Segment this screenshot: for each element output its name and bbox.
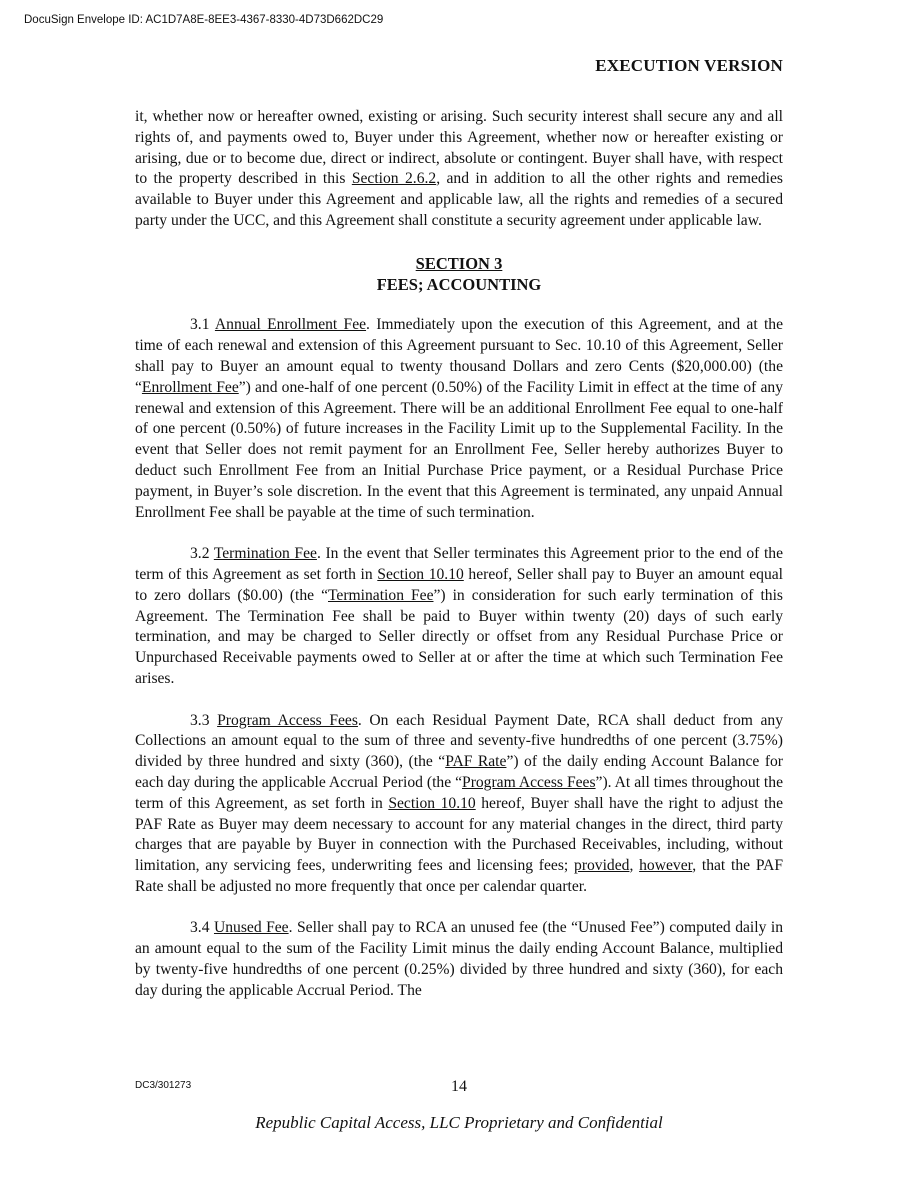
heading-program-access-fees: Program Access Fees xyxy=(217,711,358,729)
section-number: SECTION 3 xyxy=(415,253,503,273)
paragraph-3-4: 3.4 Unused Fee. Seller shall pay to RCA an unused fee (the “Unused Fee”) computed daily in an amount equal to the sum of the Facility Limit minus the daily ending Account Balance, multiplied by twenty-five hundredths of one percent (0.25%) divided by three hundred and sixty (360), for each day during the applicable Accrual Period. The xyxy=(135,919,783,999)
proviso-however: however xyxy=(639,857,693,875)
section-title: FEES; ACCOUNTING xyxy=(376,274,542,294)
heading-annual-enrollment-fee: Annual Enrollment Fee xyxy=(214,316,367,334)
defined-term-program-access-fees: Program Access Fees xyxy=(462,773,596,791)
document-code: DC3/301273 xyxy=(135,1080,192,1091)
section-heading xyxy=(135,253,783,295)
proviso-provided: provided xyxy=(574,857,630,875)
section-reference: Section 10.10 xyxy=(388,794,476,812)
paragraph-3-3: 3.3 Program Access Fees. On each Residual Payment Date, RCA shall deduct from any Collections an amount equal to the sum of three and seventy-five hundredths of one percent (3.75%) divided by three hundred and sixty (360), (the “PAF Rate”) of the daily ending Account Balance for each day during the applicable Accrual Period (the “Program Access Fees”). At all times throughout the term of this Agreement, as set forth in Section 10.10 hereof, Buyer shall have the right to adjust the PAF Rate as Buyer may deem necessary to account for any material changes in the direct, third party charges that are payable by Buyer in connection with the Purchased Receivables, including, without limitation, any servicing fees, underwriting fees and licensing fees; provided, however, that the PAF Rate shall be adjusted no more frequently that once per calendar quarter. xyxy=(135,711,784,895)
page-number: 14 xyxy=(451,1078,467,1095)
heading-termination-fee: Termination Fee xyxy=(213,545,317,563)
document-body xyxy=(135,107,783,1002)
confidentiality-notice: Republic Capital Access, LLC Proprietary and Confidential xyxy=(255,1113,663,1132)
defined-term-paf-rate: PAF Rate xyxy=(445,753,507,771)
execution-version-label: EXECUTION VERSION xyxy=(595,56,783,75)
paragraph-3-2: 3.2 Termination Fee. In the event that Seller terminates this Agreement prior to the end of the term of this Agreement as set forth in Section 10.10 hereof, Seller shall pay to Buyer an amount equal to zero dollars ($0.00) (the “Termination Fee”) in consideration for such early termination of this Agreement. The Termination Fee shall be paid to Buyer within twenty (20) days of such early termination, and may be charged to Seller directly or offset from any Residual Purchase Price or Unpurchased Receivable payments owed to Seller at or after the time at which such Termination Fee arises. xyxy=(135,545,784,687)
section-reference: Section 10.10 xyxy=(377,565,464,583)
section-reference: Section 2.6.2 xyxy=(351,170,437,188)
continuation-paragraph: it, whether now or hereafter owned, existing or arising. Such security interest shall secure any and all rights of, and payments owed to, Buyer under this Agreement, whether now or hereafter existing or arising, due or to become due, direct or indirect, absolute or contingent. Buyer shall have, with respect to the property described in this Section 2.6.2, and in addition to all the other rights and remedies available to Buyer under this Agreement and applicable law, all the rights and remedies of a secured party under the UCC, and this Agreement shall constitute a security agreement under applicable law. xyxy=(135,108,783,229)
heading-unused-fee: Unused Fee xyxy=(213,919,289,937)
paragraph-3-1: 3.1 Annual Enrollment Fee. Immediately upon the execution of this Agreement, and at the time of each renewal and extension of this Agreement pursuant to Sec. 10.10 of this Agreement, Seller shall pay to Buyer an amount equal to twenty thousand Dollars and zero Cents ($20,000.00) (the “Enrollment Fee”) and one-half of one percent (0.50%) of the Facility Limit in effect at the time of any renewal and extension of this Agreement. There will be an additional Enrollment Fee equal to one-half of one percent (0.50%) of future increases in the Facility Limit up to the Supplemental Facility. In the event that Seller does not remit payment for an Enrollment Fee, Seller hereby authorizes Buyer to deduct such Enrollment Fee from an Initial Purchase Price payment, or a Residual Purchase Price payment, in Buyer’s sole discretion. In the event that this Agreement is terminated, any unpaid Annual Enrollment Fee shall be payable at the time of such termination. xyxy=(135,316,784,521)
defined-term-enrollment-fee: Enrollment Fee xyxy=(141,378,239,396)
defined-term-termination-fee: Termination Fee xyxy=(328,586,434,604)
docusign-envelope-id: DocuSign Envelope ID: AC1D7A8E-8EE3-4367-8330-4D73D662DC29 xyxy=(24,14,384,26)
